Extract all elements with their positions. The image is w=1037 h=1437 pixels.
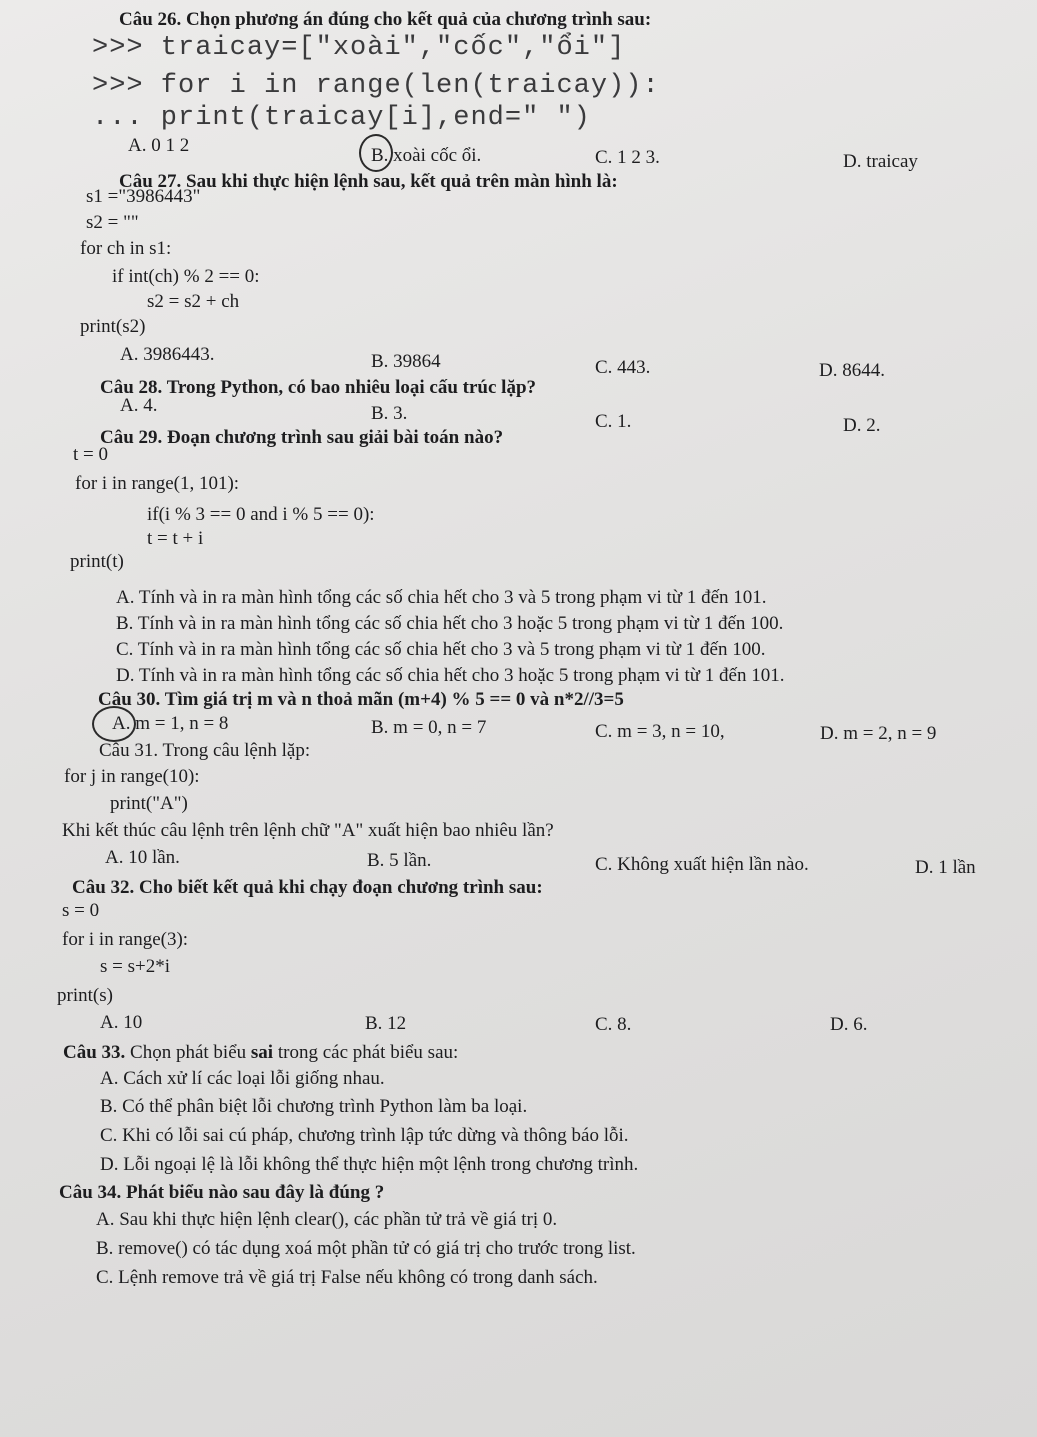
q27-code-line-1: s1 ="3986443" [86, 186, 201, 207]
q26-option-b[interactable]: B. xoài cốc ổi. [371, 145, 482, 166]
q32-option-d[interactable]: D. 6. [830, 1014, 868, 1035]
q32-option-a[interactable]: A. 10 [100, 1012, 143, 1033]
q32-option-c[interactable]: C. 8. [595, 1014, 632, 1035]
q26-option-d[interactable]: D. traicay [843, 151, 918, 172]
q32-code-line-3: s = s+2*i [100, 956, 170, 977]
q29-title: Câu 29. Đoạn chương trình sau giải bài toán nào? [100, 427, 504, 448]
q29-option-d[interactable]: D. Tính và in ra màn hình tổng các số chia hết cho 3 hoặc 5 trong phạm vi từ 1 đến 101. [116, 665, 785, 686]
q30-option-a[interactable]: A. m = 1, n = 8 [112, 713, 229, 734]
q26-title: Câu 26. Chọn phương án đúng cho kết quả của chương trình sau: [119, 9, 652, 30]
q31-question: Khi kết thúc câu lệnh trên lệnh chữ "A" xuất hiện bao nhiêu lần? [62, 820, 554, 841]
q28-option-d[interactable]: D. 2. [843, 415, 881, 436]
q33-title: Câu 33. Chọn phát biểu sai trong các phát biểu sau: [63, 1042, 459, 1063]
q28-title: Câu 28. Trong Python, có bao nhiêu loại cấu trúc lặp? [100, 377, 537, 398]
selected-answer-circle [359, 134, 393, 172]
q29-code-line-4: t = t + i [147, 528, 204, 549]
q31-option-a[interactable]: A. 10 lần. [105, 847, 180, 868]
q33-option-c[interactable]: C. Khi có lỗi sai cú pháp, chương trình lập tức dừng và thông báo lỗi. [100, 1125, 629, 1146]
q32-title: Câu 32. Cho biết kết quả khi chạy đoạn chương trình sau: [72, 877, 543, 898]
q26-code-line-2: >>> for i in range(len(traicay)): [92, 71, 660, 101]
q29-code-line-2: for i in range(1, 101): [75, 473, 240, 494]
q27-code-line-6: print(s2) [80, 316, 146, 337]
q33-option-d[interactable]: D. Lỗi ngoại lệ là lỗi không thể thực hiện một lệnh trong chương trình. [100, 1154, 639, 1175]
q29-code-line-5: print(t) [70, 551, 124, 572]
q33-option-b[interactable]: B. Có thể phân biệt lỗi chương trình Python làm ba loại. [100, 1096, 528, 1117]
q29-code-line-1: t = 0 [73, 444, 108, 465]
q27-code-line-5: s2 = s2 + ch [147, 291, 240, 312]
q34-option-c[interactable]: C. Lệnh remove trả về giá trị False nếu không có trong danh sách. [96, 1267, 598, 1288]
q26-code-line-1: >>> traicay=["xoài","cốc","ổi"] [92, 33, 626, 63]
q27-title: Câu 27. Sau khi thực hiện lệnh sau, kết quả trên màn hình là: [119, 171, 618, 192]
q30-option-b[interactable]: B. m = 0, n = 7 [371, 717, 487, 738]
q31-option-d[interactable]: D. 1 lần [915, 857, 976, 878]
q28-option-c[interactable]: C. 1. [595, 411, 632, 432]
q28-option-a[interactable]: A. 4. [120, 395, 158, 416]
q27-option-a[interactable]: A. 3986443. [120, 344, 215, 365]
q34-title: Câu 34. Phát biểu nào sau đây là đúng ? [59, 1182, 385, 1203]
q31-code-line-1: for j in range(10): [64, 766, 200, 787]
q32-code-line-2: for i in range(3): [62, 929, 189, 950]
q30-option-c[interactable]: C. m = 3, n = 10, [595, 721, 725, 742]
q32-option-b[interactable]: B. 12 [365, 1013, 407, 1034]
q29-option-b[interactable]: B. Tính và in ra màn hình tổng các số chia hết cho 3 hoặc 5 trong phạm vi từ 1 đến 100. [116, 613, 784, 634]
q31-option-b[interactable]: B. 5 lần. [367, 850, 432, 871]
q31-title: Câu 31. Trong câu lệnh lặp: [99, 740, 311, 761]
q29-option-a[interactable]: A. Tính và in ra màn hình tổng các số chia hết cho 3 và 5 trong phạm vi từ 1 đến 101. [116, 587, 767, 608]
q29-option-c[interactable]: C. Tính và in ra màn hình tổng các số chia hết cho 3 và 5 trong phạm vi từ 1 đến 100. [116, 639, 766, 660]
q30-option-d[interactable]: D. m = 2, n = 9 [820, 723, 937, 744]
q34-option-b[interactable]: B. remove() có tác dụng xoá một phần tử có giá trị cho trước trong list. [96, 1238, 636, 1259]
q29-code-line-3: if(i % 3 == 0 and i % 5 == 0): [147, 504, 375, 525]
q27-option-b[interactable]: B. 39864 [371, 351, 441, 372]
q31-option-c[interactable]: C. Không xuất hiện lần nào. [595, 854, 809, 875]
q31-code-line-2: print("A") [110, 793, 188, 814]
q33-option-a[interactable]: A. Cách xử lí các loại lỗi giống nhau. [100, 1068, 385, 1089]
q26-code-line-3: ... print(traicay[i],end=" ") [92, 103, 591, 133]
q27-code-line-3: for ch in s1: [80, 238, 172, 259]
q27-option-c[interactable]: C. 443. [595, 357, 651, 378]
q27-code-line-2: s2 = "" [86, 212, 139, 233]
q27-code-line-4: if int(ch) % 2 == 0: [112, 266, 260, 287]
q28-option-b[interactable]: B. 3. [371, 403, 408, 424]
q30-title: Câu 30. Tìm giá trị m và n thoả mãn (m+4) % 5 == 0 và n*2//3=5 [98, 689, 624, 710]
q26-option-a[interactable]: A. 0 1 2 [128, 135, 190, 156]
q32-code-line-1: s = 0 [62, 900, 100, 921]
q27-option-d[interactable]: D. 8644. [819, 360, 885, 381]
q34-option-a[interactable]: A. Sau khi thực hiện lệnh clear(), các phần tử trả về giá trị 0. [96, 1209, 558, 1230]
q26-option-c[interactable]: C. 1 2 3. [595, 147, 660, 168]
q32-code-line-4: print(s) [57, 985, 113, 1006]
